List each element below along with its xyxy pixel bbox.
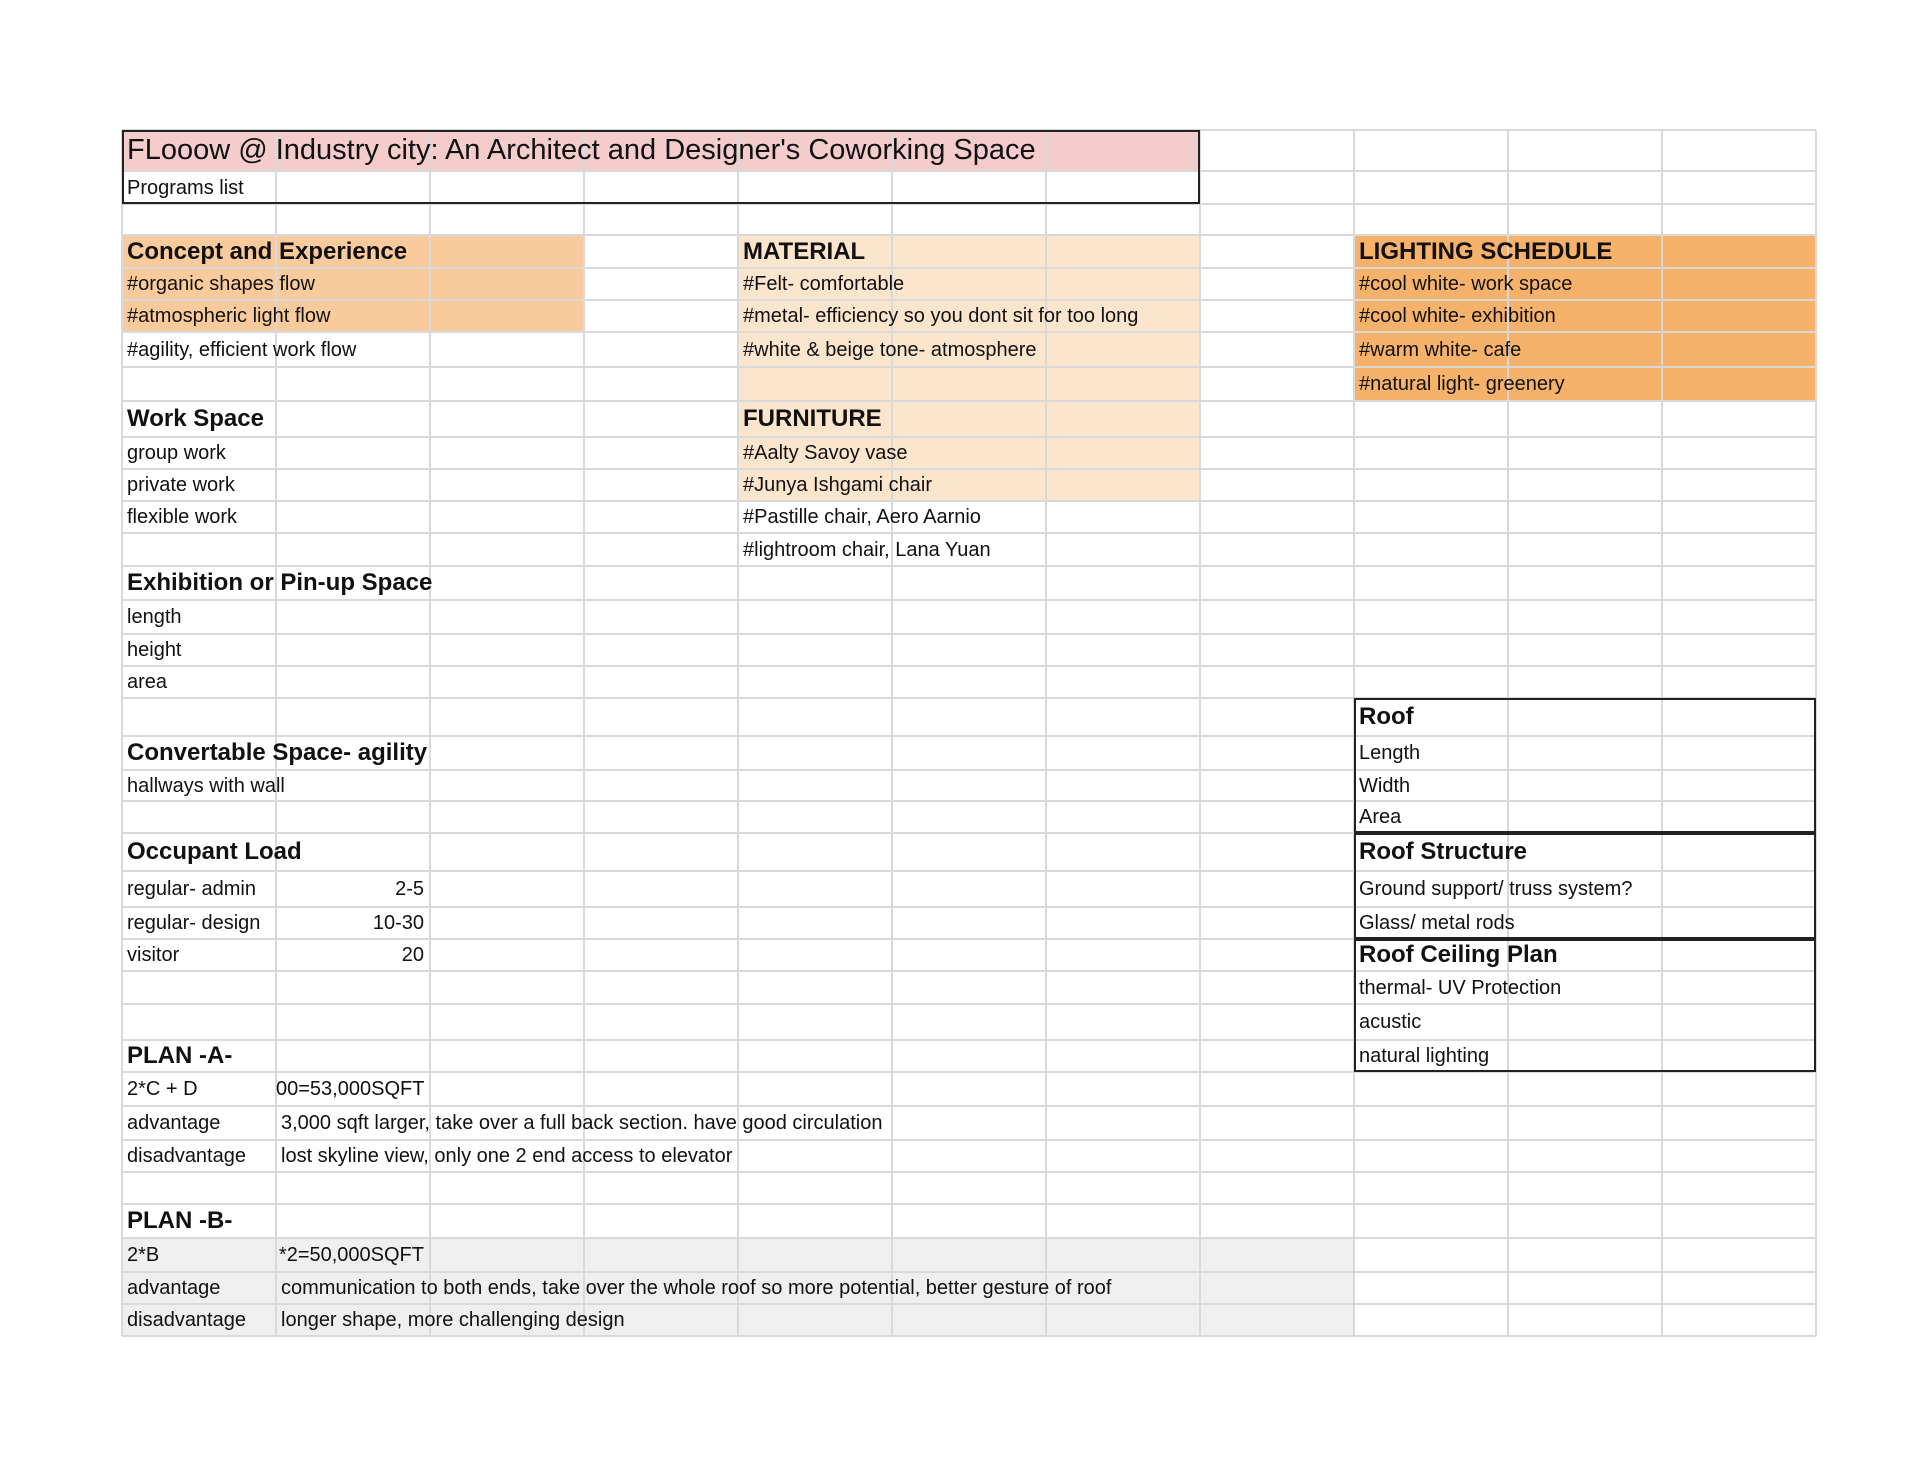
plan-b-formula-value[interactable]: *2=50,000SQFT (278, 1244, 424, 1266)
sheet-title[interactable]: FLooow @ Industry city: An Architect and Designer's Coworking Space (127, 134, 1036, 166)
lighting-item[interactable]: #cool white- exhibition (1359, 305, 1556, 327)
lighting-heading[interactable]: LIGHTING SCHEDULE (1359, 237, 1613, 265)
plan-b-disadvantage[interactable]: longer shape, more challenging design (281, 1309, 625, 1331)
furniture-item[interactable]: #Junya Ishgami chair (743, 474, 932, 496)
lighting-item[interactable]: #cool white- work space (1359, 273, 1573, 295)
plan-b-advantage-label[interactable]: advantage (127, 1277, 221, 1299)
plan-b-advantage[interactable]: communication to both ends, take over the whole roof so more potential, better gesture of roof (281, 1277, 1112, 1299)
roof-ceiling-item[interactable]: natural lighting (1359, 1045, 1490, 1067)
roof-item[interactable]: Length (1359, 742, 1421, 764)
work-space-item[interactable]: group work (127, 442, 226, 464)
concept-heading[interactable]: Concept and Experience (127, 237, 408, 265)
work-space-item[interactable]: flexible work (127, 506, 238, 528)
furniture-item[interactable]: #Aalty Savoy vase (743, 442, 908, 464)
exhibition-item[interactable]: length (127, 606, 182, 628)
occupant-label[interactable]: regular- admin (127, 878, 256, 900)
material-item[interactable]: #metal- efficiency so you dont sit for too long (743, 305, 1139, 327)
occupant-label[interactable]: regular- design (127, 912, 261, 934)
concept-item[interactable]: #organic shapes flow (127, 273, 315, 295)
occupant-value[interactable]: 10-30 (372, 912, 424, 934)
furniture-heading[interactable]: FURNITURE (743, 405, 882, 432)
material-item[interactable]: #white & beige tone- atmosphere (743, 338, 1037, 361)
concept-item[interactable]: #agility, efficient work flow (127, 338, 357, 361)
roof-ceiling-item[interactable]: acustic (1359, 1011, 1422, 1033)
work-space-heading[interactable]: Work Space (127, 405, 264, 432)
plan-a-advantage[interactable]: 3,000 sqft larger, take over a full back section. have good circulation (281, 1112, 883, 1134)
plan-a-disadvantage[interactable]: lost skyline view, only one 2 end access to elevator (281, 1145, 733, 1167)
work-space-item[interactable]: private work (127, 474, 235, 496)
plan-b-heading[interactable]: PLAN -B- (127, 1207, 233, 1234)
lighting-item[interactable]: #natural light- greenery (1359, 373, 1565, 395)
plan-b-formula-label[interactable]: 2*B (127, 1244, 160, 1266)
convertable-heading[interactable]: Convertable Space- agility (127, 739, 428, 766)
roof-item[interactable]: Area (1359, 806, 1402, 828)
occupant-value[interactable]: 20 (401, 944, 424, 966)
roof-structure-heading[interactable]: Roof Structure (1359, 838, 1527, 865)
concept-item[interactable]: #atmospheric light flow (127, 305, 331, 327)
occupant-value[interactable]: 2-5 (395, 878, 424, 900)
roof-item[interactable]: Width (1359, 774, 1411, 797)
material-heading[interactable]: MATERIAL (743, 237, 866, 265)
lighting-item[interactable]: #warm white- cafe (1359, 338, 1522, 361)
plan-b-disadvantage-label[interactable]: disadvantage (127, 1309, 246, 1331)
plan-a-formula-label[interactable]: 2*C + D (127, 1078, 198, 1100)
exhibition-heading[interactable]: Exhibition or Pin-up Space (127, 569, 433, 596)
roof-heading[interactable]: Roof (1359, 703, 1414, 730)
material-item[interactable]: #Felt- comfortable (743, 273, 905, 295)
programs-list-label[interactable]: Programs list (127, 176, 244, 199)
exhibition-item[interactable]: height (127, 639, 182, 661)
occupant-label[interactable]: visitor (127, 944, 180, 966)
furniture-item[interactable]: #Pastille chair, Aero Aarnio (743, 506, 981, 528)
convertable-item[interactable]: hallways with wall (127, 774, 285, 797)
plan-a-advantage-label[interactable]: advantage (127, 1112, 221, 1134)
plan-a-heading[interactable]: PLAN -A- (127, 1042, 233, 1069)
roof-ceiling-heading[interactable]: Roof Ceiling Plan (1359, 941, 1558, 968)
occupant-load-heading[interactable]: Occupant Load (127, 838, 302, 865)
roof-structure-item[interactable]: Ground support/ truss system? (1359, 878, 1633, 900)
exhibition-item[interactable]: area (127, 671, 168, 693)
roof-ceiling-item[interactable]: thermal- UV Protection (1359, 976, 1562, 999)
plan-a-disadvantage-label[interactable]: disadvantage (127, 1145, 246, 1167)
plan-a-formula-value[interactable]: 00=53,000SQFT (276, 1078, 425, 1100)
furniture-item[interactable]: #lightroom chair, Lana Yuan (743, 538, 991, 561)
roof-structure-item[interactable]: Glass/ metal rods (1359, 912, 1515, 934)
